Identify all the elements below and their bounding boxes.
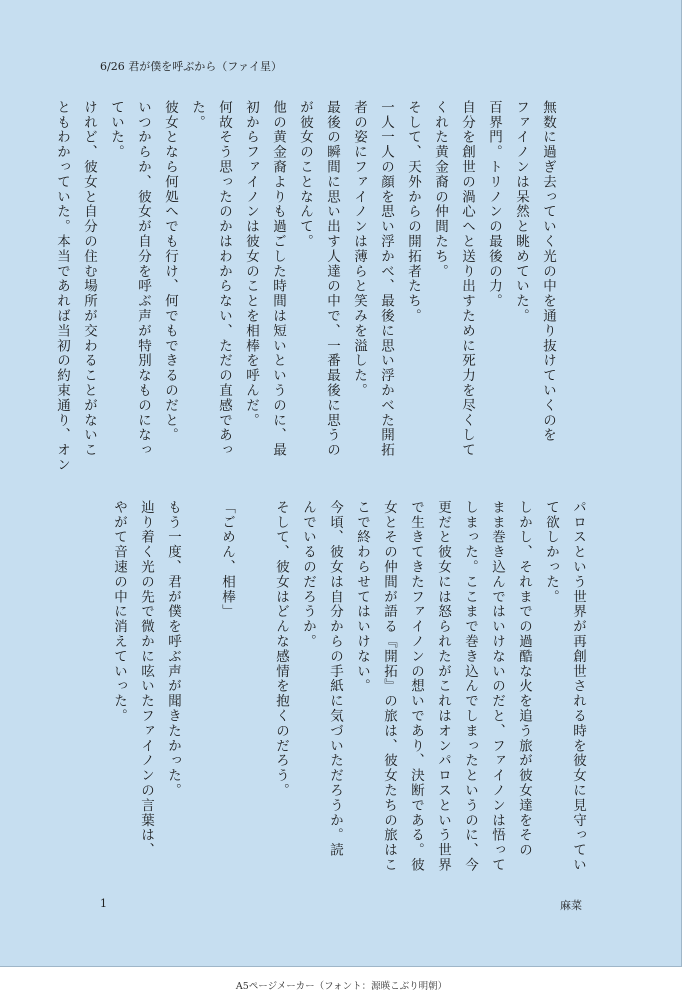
page-number: 1 [100,897,107,910]
page-header-title: 6/26 君が僕を呼ぶから（ファイ星） [100,60,282,73]
body-text-top-block: 無数に過ぎ去っていく光の中を通り抜けていくのを ファイノンは呆然と眺めていた。 百界門。トリノンの最後の力。 自分を創世の渦心へと送り出すために死力を尽くして くれた黄金裔の仲間たち。 そして、天外からの開拓者たち。 一人一人の顔を思い浮かべ、最後に思い浮かべた開拓 者の姿にファイノンは薄らと笑みを溢した。 最後の瞬間に思い出す人達の中で、一番最後に思うの が彼女のことなんて。 他の黄金裔よりも過ごした時間は短いというのに、最 初からファイノンは彼女のことを相棒を呼んだ。 何故そう思ったのかはわからない、ただの直感であっ た。 彼女となら何処へでも行け、何でもできるのだと。 いつからか、彼女が自分を呼ぶ声が特別なものになっ ていた。 けれど、彼女と自分の住む場所が交わることがないこ ともわかっていた。本当であれば当初の約束通り、オン [54,100,556,473]
footer-caption: A5ページメーカー（フォント：源暎こぶり明朝） [235,981,448,992]
body-text-bottom-block: パロスという世界が再創世される時を彼女に見守ってい て欲しかった。 しかし、それまでの過酷な火を追う旅が彼女達をその まま巻き込んではいけないのだと、ファイノンは悟って しまった。ここまで巻き込んでしまったというのに、今 更だと彼女には怒られたがこれはオンパロスという世界 で生きてきたファイノンの想いであり、決断である。彼 女とその仲間が語る『開拓』の旅は、彼女たちの旅はこ こで終わらせてはいけない。 今頃、彼女は自分からの手紙に気づいただろうか。読 んでいるのだろうか。 そして、彼女はどんな感情を抱くのだろう。 「ごめん、相棒」 もう一度、君が僕を呼ぶ声が聞きたかった。 辿り着く光の先で微かに呟いたファイノンの言葉は、 やがて音速の中に消えていった。 [111,500,586,873]
author-name: 麻菜 [560,899,582,912]
